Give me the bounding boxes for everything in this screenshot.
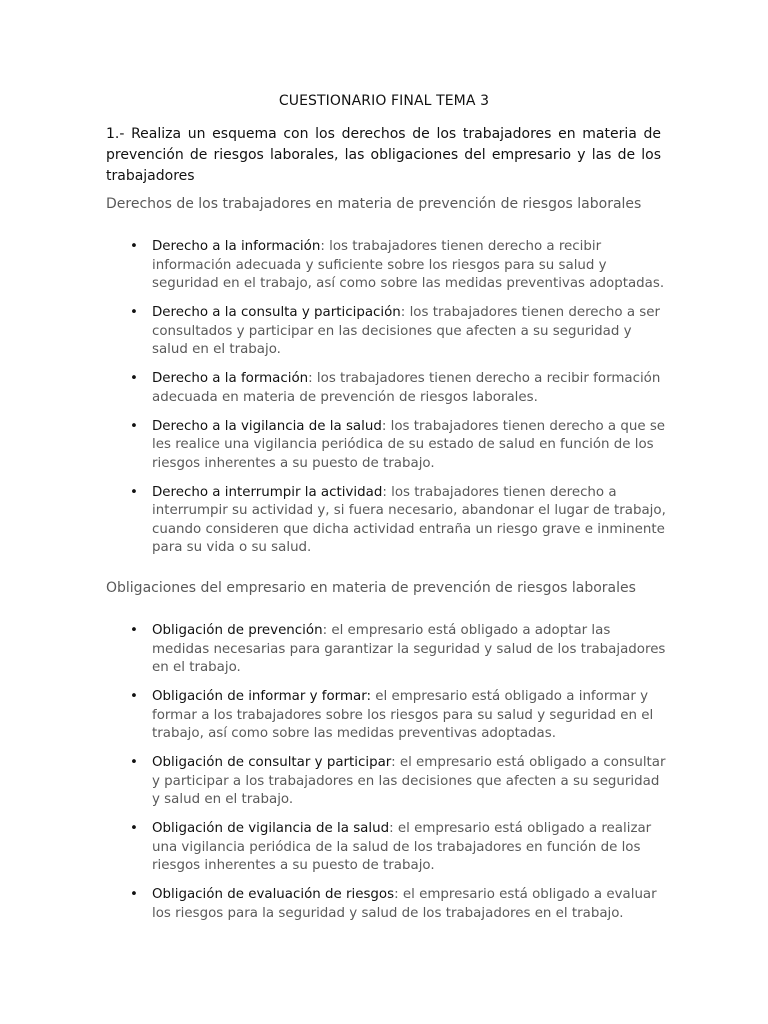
bullet-icon: • [130,623,138,638]
bullet-icon: • [130,689,138,704]
list-item [106,304,666,360]
list-item [106,418,666,474]
document-title: CUESTIONARIO FINAL TEMA 3 [278,93,490,109]
item-description: : el empresario está obligado a evaluar los riesgos para la seguridad y salud de los trabajadores en el trabajo. [152,887,657,921]
list-item [106,688,666,744]
item-description: : el empresario está obligado a adoptar las medidas necesarias para garantizar la seguridad y salud de los trabajadores en el trabajo. [152,623,666,675]
bullet-icon: • [130,418,138,434]
item-term: Derecho a la consulta y participación [152,305,401,320]
list-item [106,238,666,294]
list-item [106,370,666,407]
item-description: : los trabajadores tienen derecho a interrumpir su actividad y, si fuera necesario, abandonar el lugar de trabajo, cuando consideren que dicha actividad entraña un riesgo grave e inminente para su vida o su salud. [152,484,666,555]
item-description: : los trabajadores tienen derecho a que se les realice una vigilancia periódica de su estado de salud en función de los riesgos inherentes a su puesto de trabajo. [152,418,666,471]
item-description: : los trabajadores tienen derecho a ser consultados y participar en las decisiones que afecten a su seguridad y salud en el trabajo. [152,305,661,357]
item-term: Obligación de vigilancia de la salud [152,821,390,836]
item-description: el empresario está obligado a informar y formar a los trabajadores sobre los riesgos para su salud y seguridad en el trabajo, así como sobre las medidas preventivas adoptadas. [152,689,654,741]
item-term: Obligación de informar y formar: [152,689,371,704]
bullet-icon: • [130,755,138,770]
list-item [106,622,666,678]
item-description: : el empresario está obligado a realizar una vigilancia periódica de la salud de los trabajadores en función de los riesgos inherentes a su puesto de trabajo. [152,821,652,873]
list-item [106,886,666,923]
item-term: Obligación de prevención [152,623,323,638]
bullet-icon: • [130,371,138,386]
rights-heading: Derechos de los trabajadores en materia de prevención de riesgos laborales [106,196,642,212]
item-term: Derecho a la vigilancia de la salud [152,418,382,434]
list-item [106,754,666,810]
item-description: : los trabajadores tienen derecho a recibir formación adecuada en materia de prevención de riesgos laborales. [152,371,661,405]
bullet-icon: • [130,484,138,500]
obligations-heading: Obligaciones del empresario en materia de prevención de riesgos laborales [106,580,636,596]
item-term: Obligación de evaluación de riesgos [152,887,395,902]
item-term: Obligación de consultar y participar [152,755,392,770]
item-description: : los trabajadores tienen derecho a recibir información adecuada y suficiente sobre los riesgos para su salud y seguridad en el trabajo, así como sobre las medidas preventivas adoptadas. [152,239,665,291]
item-term: Derecho a la formación [152,371,309,386]
list-item [106,820,666,876]
bullet-icon: • [130,239,138,254]
obligations-list [106,622,666,934]
rights-list [106,238,666,568]
bullet-icon: • [130,821,138,836]
item-term: Derecho a la información [152,239,321,254]
bullet-icon: • [130,305,138,320]
bullet-icon: • [130,887,138,902]
item-description: : el empresario está obligado a consultar y participar a los trabajadores en las decisiones que afecten a su seguridad y salud en el trabajo. [152,755,666,807]
list-item [106,484,666,558]
item-term: Derecho a interrumpir la actividad [152,484,383,500]
question-1: 1.- Realiza un esquema con los derechos de los trabajadores en materia de prevención de riesgos laborales, las obligaciones del empresario y las de los trabajadores [106,126,661,184]
